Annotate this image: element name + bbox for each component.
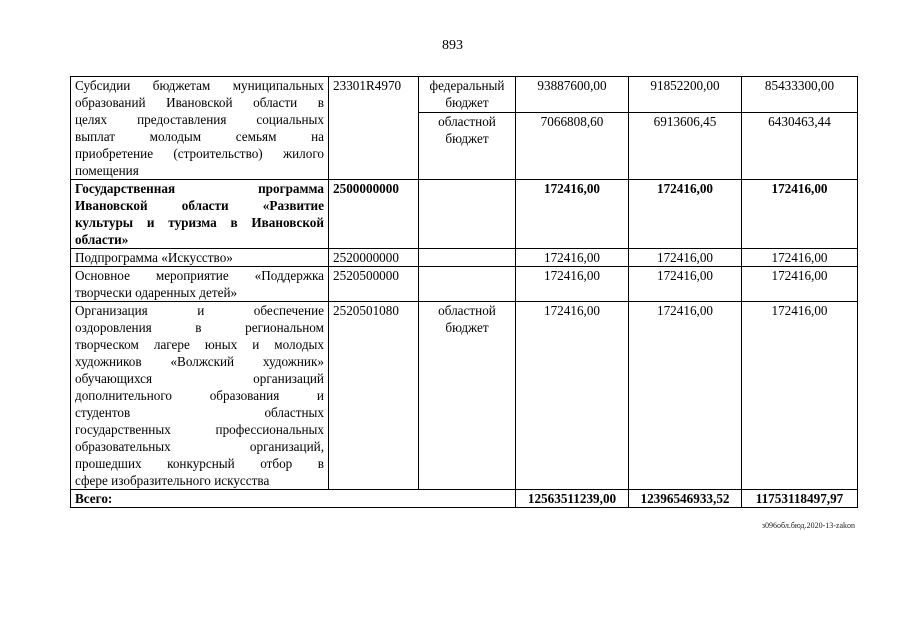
name-line: сфере изобразительного искусства xyxy=(75,473,270,488)
row-name xyxy=(71,302,329,490)
row-source: областной бюджет xyxy=(419,113,516,180)
value-2021: 172416,00 xyxy=(516,249,629,267)
total-label: Всего: xyxy=(71,490,516,508)
name-line: Основное мероприятие «Поддержка xyxy=(75,268,324,283)
row-code: 2520500000 xyxy=(329,267,419,302)
value-2022: 172416,00 xyxy=(629,180,742,249)
row-source: областной бюджет xyxy=(419,302,516,490)
name-line: обучающихся организаций xyxy=(75,371,324,386)
total-2023: 11753118497,97 xyxy=(742,490,858,508)
total-row xyxy=(71,490,858,508)
table-row xyxy=(71,180,858,249)
name-line: выплат молодым семьям на xyxy=(75,129,324,144)
name-line: дополнительного образования и xyxy=(75,388,324,403)
table-row xyxy=(71,267,858,302)
row-code: 2500000000 xyxy=(329,180,419,249)
budget-table xyxy=(70,76,858,508)
name-line: художников «Волжский художник» xyxy=(75,354,324,369)
name-line: Подпрограмма «Искусство» xyxy=(75,250,233,265)
name-line: целях предоставления социальных xyxy=(75,112,324,127)
name-line: культуры и туризма в Ивановской xyxy=(75,215,324,230)
name-line: Государственная программа xyxy=(75,181,324,196)
row-source: федеральный бюджет xyxy=(419,77,516,113)
value-2023: 172416,00 xyxy=(742,302,858,490)
name-line: помещения xyxy=(75,163,139,178)
value-2023: 172416,00 xyxy=(742,267,858,302)
name-line: творческом лагере юных и молодых xyxy=(75,337,324,352)
name-line: Субсидии бюджетам муниципальных xyxy=(75,78,324,93)
row-name xyxy=(71,180,329,249)
total-2021: 12563511239,00 xyxy=(516,490,629,508)
name-line: области» xyxy=(75,232,129,247)
value-2021: 172416,00 xyxy=(516,267,629,302)
row-source xyxy=(419,249,516,267)
value-2023: 6430463,44 xyxy=(742,113,858,180)
value-2021: 172416,00 xyxy=(516,302,629,490)
value-2022: 172416,00 xyxy=(629,302,742,490)
name-line: Ивановской области «Развитие xyxy=(75,198,324,213)
document-stamp: з096обл.бюд.2020-13-zakon xyxy=(761,521,855,530)
row-name xyxy=(71,77,329,180)
value-2021: 172416,00 xyxy=(516,180,629,249)
value-2022: 172416,00 xyxy=(629,267,742,302)
name-line: студентов областных xyxy=(75,405,324,420)
table-row xyxy=(71,77,858,113)
value-2021: 93887600,00 xyxy=(516,77,629,113)
name-line: образований Ивановской области в xyxy=(75,95,324,110)
row-code: 23301R4970 xyxy=(329,77,419,180)
name-line: творчески одаренных детей» xyxy=(75,285,238,300)
page-number: 893 xyxy=(442,38,463,53)
name-line: образовательных организаций, xyxy=(75,439,324,454)
value-2023: 85433300,00 xyxy=(742,77,858,113)
value-2023: 172416,00 xyxy=(742,249,858,267)
value-2022: 6913606,45 xyxy=(629,113,742,180)
name-line: прошедших конкурсный отбор в xyxy=(75,456,324,471)
table-row xyxy=(71,302,858,490)
value-2022: 91852200,00 xyxy=(629,77,742,113)
name-line: приобретение (строительство) жилого xyxy=(75,146,324,161)
table-row xyxy=(71,249,858,267)
name-line: оздоровления в региональном xyxy=(75,320,324,335)
name-line: государственных профессиональных xyxy=(75,422,324,437)
value-2023: 172416,00 xyxy=(742,180,858,249)
value-2021: 7066808,60 xyxy=(516,113,629,180)
row-name xyxy=(71,249,329,267)
row-code: 2520501080 xyxy=(329,302,419,490)
row-code: 2520000000 xyxy=(329,249,419,267)
name-line: Организация и обеспечение xyxy=(75,303,324,318)
row-name xyxy=(71,267,329,302)
total-2022: 12396546933,52 xyxy=(629,490,742,508)
row-source xyxy=(419,267,516,302)
value-2022: 172416,00 xyxy=(629,249,742,267)
row-source xyxy=(419,180,516,249)
